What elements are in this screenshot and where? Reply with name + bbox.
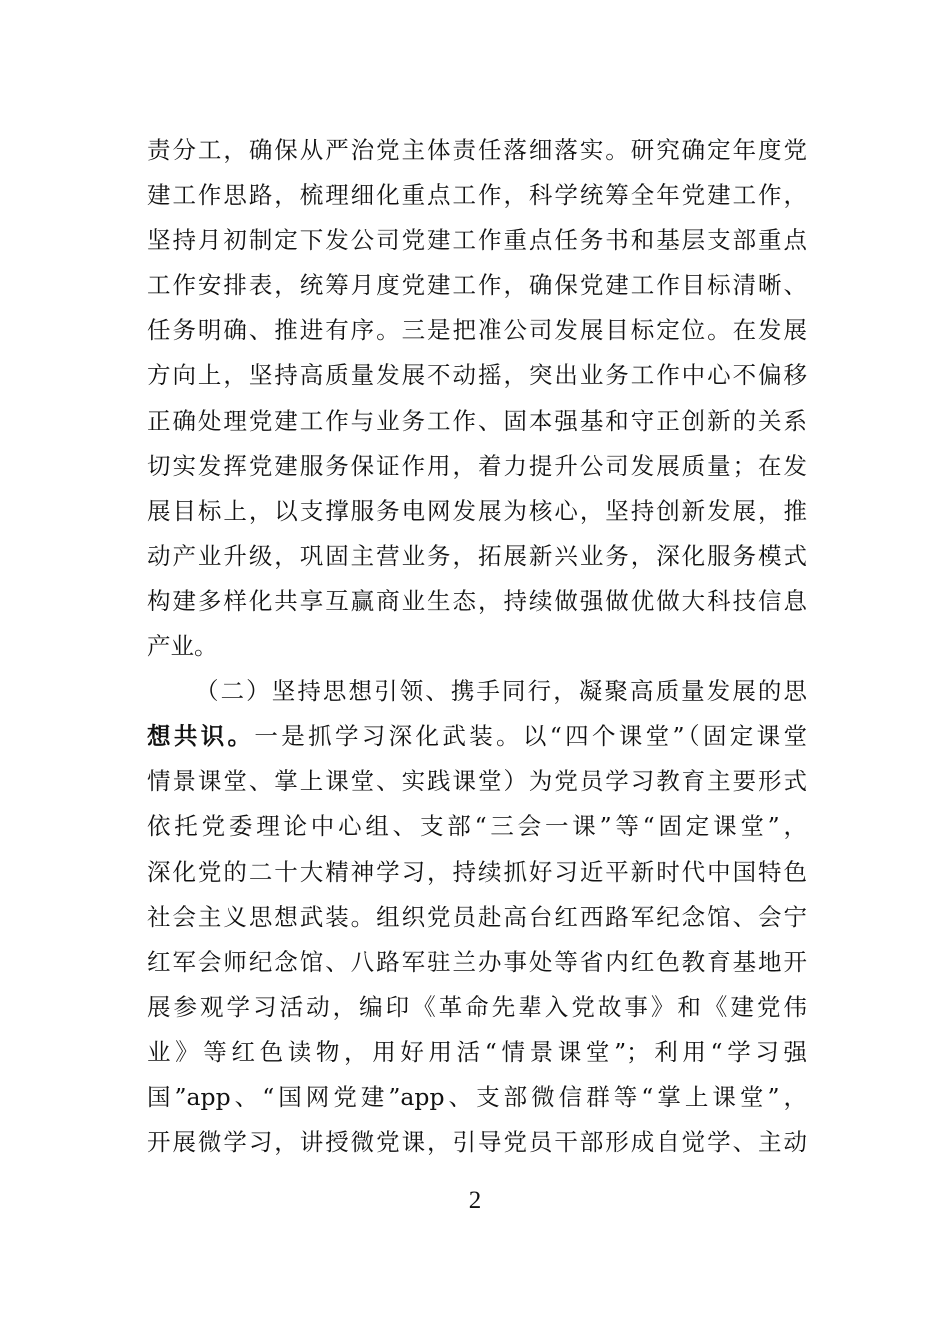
- text-line: 依托党委理论中心组、支部“三会一课”等“固定课堂”，: [147, 812, 807, 841]
- text-line: 社会主义思想武装。组织党员赴高台红西路军纪念馆、会宁: [147, 902, 807, 931]
- text-line: 国”app、“国网党建”app、支部微信群等“掌上课堂”，: [147, 1082, 807, 1111]
- text-line: 展目标上，以支撑服务电网发展为核心，坚持创新发展，推: [147, 496, 807, 525]
- text-line: 构建多样化共享互赢商业生态，持续做强做优做大科技信息: [147, 586, 807, 615]
- text-line: 展参观学习活动，编印《革命先辈入党故事》和《建党伟: [147, 992, 807, 1021]
- text-line: 建工作思路，梳理细化重点工作，科学统筹全年党建工作，: [147, 181, 807, 210]
- text-line: 切实发挥党建服务保证作用，着力提升公司发展质量；在发: [147, 451, 807, 480]
- text-line: 任务明确、推进有序。三是把准公司发展目标定位。在发展: [147, 316, 807, 345]
- section-heading-continuation: [147, 714, 807, 759]
- body-text: [147, 128, 807, 1165]
- text-line: 工作安排表，统筹月度党建工作，确保党建工作目标清晰、: [147, 271, 807, 300]
- heading-bold-text: 想共识。: [147, 722, 255, 751]
- text-line: 责分工，确保从严治党主体责任落细落实。研究确定年度党: [147, 136, 807, 164]
- text-line: 方向上，坚持高质量发展不动摇，突出业务工作中心不偏移: [147, 361, 807, 390]
- text-line: 红军会师纪念馆、八路军驻兰办事处等省内红色教育基地开: [147, 947, 807, 976]
- text-line: 开展微学习，讲授微党课，引导党员干部形成自觉学、主动: [147, 1128, 807, 1157]
- heading-rest-text: 一是抓学习深化武装。以“四个课堂”（固定课堂: [254, 722, 807, 751]
- text-line: 正确处理党建工作与业务工作、固本强基和守正创新的关系: [147, 406, 807, 435]
- text-line: 坚持月初制定下发公司党建工作重点任务书和基层支部重点: [147, 226, 807, 255]
- text-line: 动产业升级，巩固主营业务，拓展新兴业务，深化服务模式: [147, 541, 807, 570]
- text-line: 深化党的二十大精神学习，持续抓好习近平新时代中国特色: [147, 857, 807, 886]
- text-line: 产业。: [147, 632, 218, 661]
- section-heading: （二）坚持思想引领、携手同行，凝聚高质量发展的思: [195, 677, 807, 706]
- text-line: 业》等红色读物，用好用活“情景课堂”；利用“学习强: [147, 1037, 807, 1066]
- text-line: 情景课堂、掌上课堂、实践课堂）为党员学习教育主要形式: [147, 767, 807, 796]
- page-number: 2: [468, 1187, 482, 1214]
